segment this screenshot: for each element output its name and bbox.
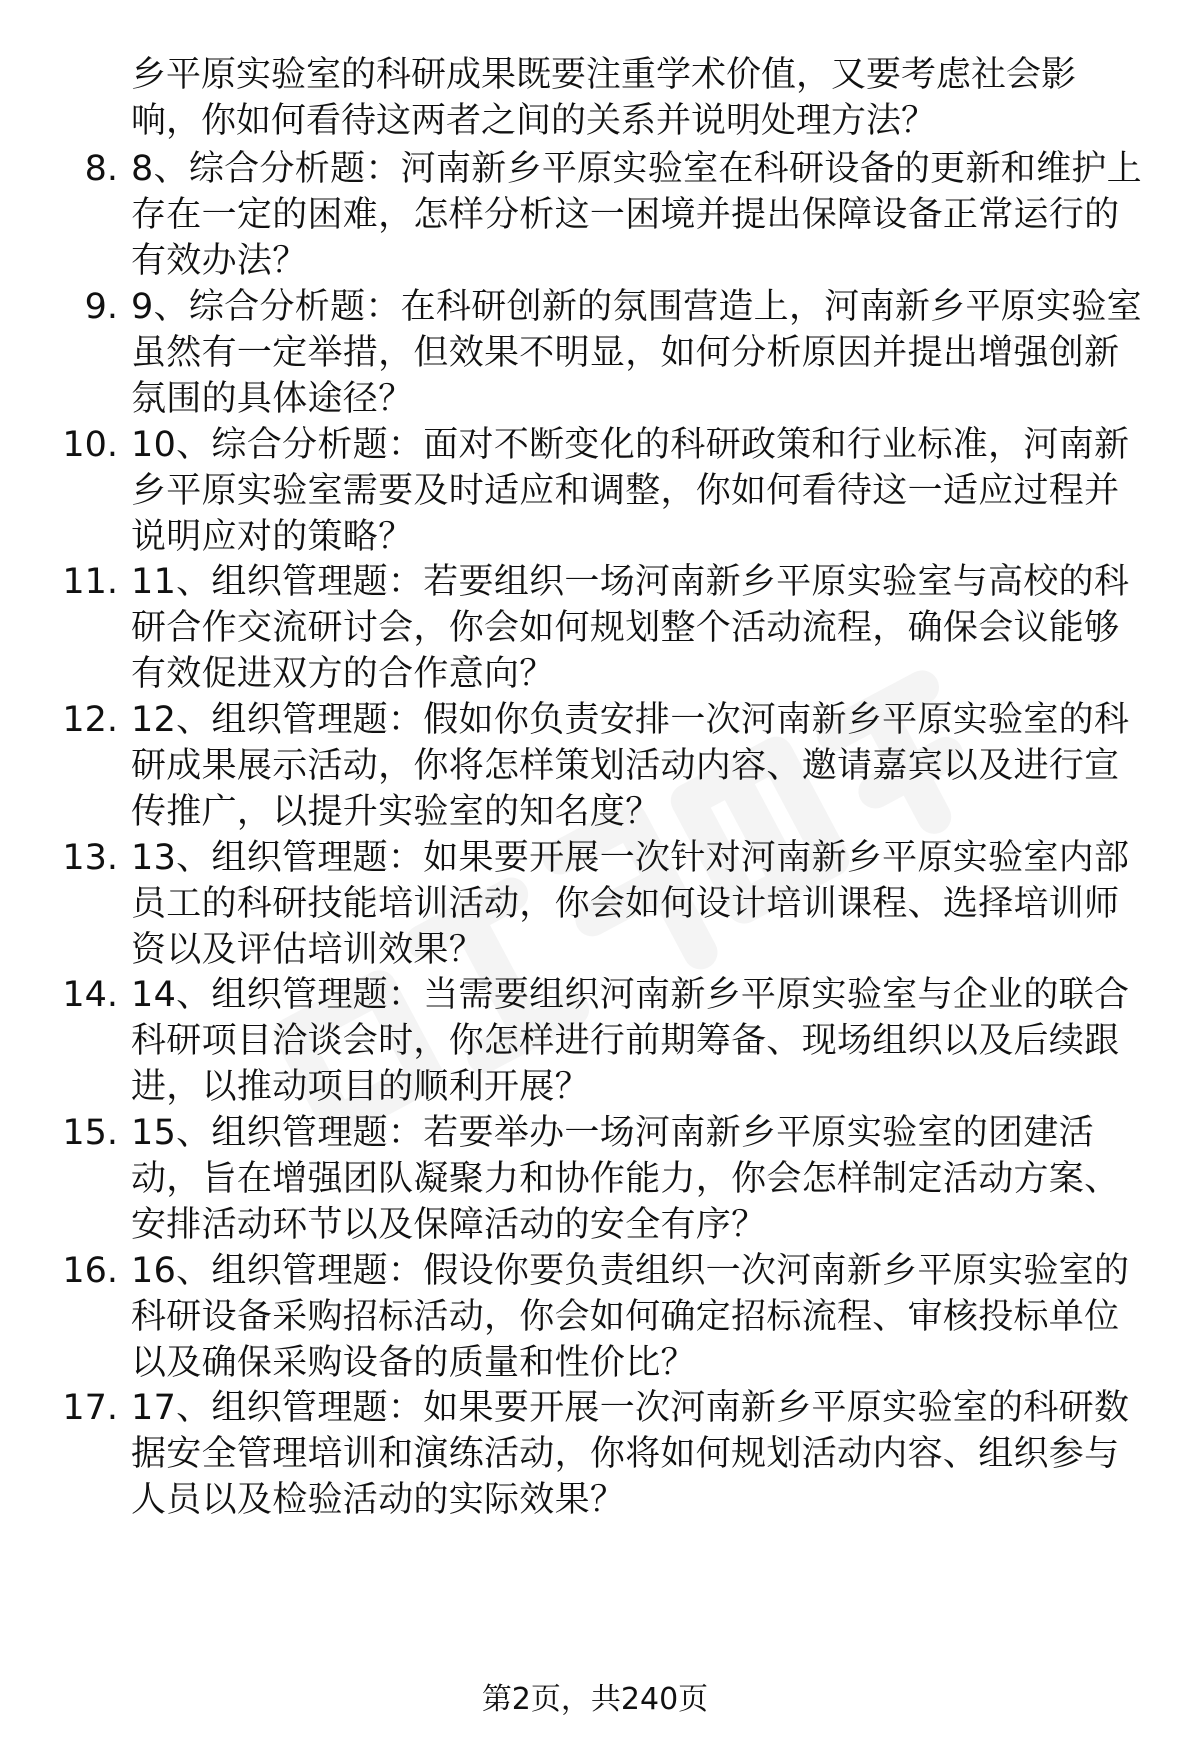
question-text: 9、综合分析题：在科研创新的氛围营造上，河南新乡平原实验室虽然有一定举措，但效果不明显，如何分析原因并提出增强创新氛围的具体途径？ bbox=[131, 287, 1142, 419]
continuation-paragraph: 乡平原实验室的科研成果既要注重学术价值，又要考虑社会影响，你如何看待这两者之间的关系并说明处理方法？ bbox=[131, 55, 1077, 141]
question-text: 8、综合分析题：河南新乡平原实验室在科研设备的更新和维护上存在一定的困难，怎样分析这一困境并提出保障设备正常运行的有效办法？ bbox=[131, 149, 1142, 281]
list-number: 13. bbox=[62, 838, 118, 878]
list-number: 15. bbox=[62, 1113, 118, 1153]
list-number: 10. bbox=[62, 425, 118, 465]
question-text: 16、组织管理题：假设你要负责组织一次河南新乡平原实验室的科研设备采购招标活动，你会如何确定招标流程、审核投标单位以及确保采购设备的质量和性价比？ bbox=[131, 1251, 1130, 1383]
list-item bbox=[0, 972, 1190, 1112]
list-item bbox=[0, 422, 1190, 562]
question-text: 17、组织管理题：如果要开展一次河南新乡平原实验室的科研数据安全管理培训和演练活动，你将如何规划活动内容、组织参与人员以及检验活动的实际效果？ bbox=[131, 1388, 1130, 1520]
list-item bbox=[0, 1110, 1190, 1250]
page-footer: 第2页，共240页 bbox=[481, 1682, 709, 1717]
list-item bbox=[0, 559, 1190, 699]
question-text: 11、组织管理题：若要组织一场河南新乡平原实验室与高校的科研合作交流研讨会，你会如何规划整个活动流程，确保会议能够有效促进双方的合作意向？ bbox=[131, 562, 1130, 694]
list-item bbox=[0, 1248, 1190, 1388]
question-text: 15、组织管理题：若要举办一场河南新乡平原实验室的团建活动，旨在增强团队凝聚力和协作能力，你会怎样制定活动方案、安排活动环节以及保障活动的安全有序？ bbox=[131, 1113, 1120, 1245]
list-item bbox=[0, 1385, 1190, 1525]
question-text: 10、综合分析题：面对不断变化的科研政策和行业标准，河南新乡平原实验室需要及时适应和调整，你如何看待这一适应过程并说明应对的策略？ bbox=[131, 425, 1130, 557]
list-number: 17. bbox=[62, 1388, 118, 1428]
list-number: 12. bbox=[62, 700, 118, 740]
list-item bbox=[0, 146, 1190, 286]
list-item bbox=[0, 835, 1190, 975]
list-item bbox=[0, 697, 1190, 837]
list-number: 11. bbox=[62, 562, 118, 602]
question-text: 13、组织管理题：如果要开展一次针对河南新乡平原实验室内部员工的科研技能培训活动，你会如何设计培训课程、选择培训师资以及评估培训效果？ bbox=[131, 838, 1130, 970]
list-number: 16. bbox=[62, 1251, 118, 1291]
list-number: 8. bbox=[84, 149, 118, 189]
list-number: 9. bbox=[84, 287, 118, 327]
list-number: 14. bbox=[62, 975, 118, 1015]
question-text: 12、组织管理题：假如你负责安排一次河南新乡平原实验室的科研成果展示活动，你将怎样策划活动内容、邀请嘉宾以及进行宣传推广，以提升实验室的知名度？ bbox=[131, 700, 1130, 832]
question-text: 14、组织管理题：当需要组织河南新乡平原实验室与企业的联合科研项目洽谈会时，你怎样进行前期筹备、现场组织以及后续跟进，以推动项目的顺利开展？ bbox=[131, 975, 1130, 1107]
list-item bbox=[0, 284, 1190, 424]
